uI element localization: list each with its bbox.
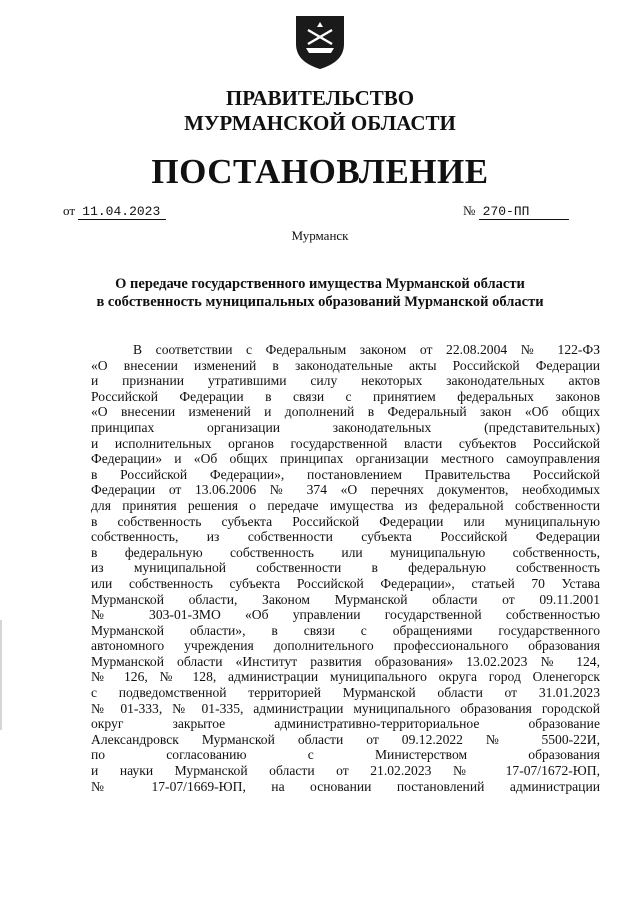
body-text-line: округ закрытое административно-территориальное образование: [91, 716, 600, 732]
body-text-line: В соответствии с Федеральным законом от 22.08.2004 № 122-ФЗ: [133, 342, 600, 357]
date-block: [63, 203, 166, 220]
body-text-line: по согласованию с Министерством образования: [91, 747, 600, 763]
body-text-line: «О внесении изменений в законодательные акты Российской Федерации: [91, 357, 600, 373]
document-date: 11.04.2023: [78, 204, 166, 220]
body-text-line: и признании утратившими силу некоторых законодательных актов: [91, 373, 600, 389]
body-text-line: принципах организации законодательных (представительных): [91, 419, 600, 435]
document-title-line2: в собственность муниципальных образований Мурманской области: [96, 294, 544, 310]
body-text-line: Мурманской области «Институт развития образования» 13.02.2023 № 124,: [91, 653, 600, 669]
body-text-line: и науки Мурманской области от 21.02.2023 № 17-07/1672-ЮП,: [91, 763, 600, 779]
coat-of-arms-emblem: [293, 14, 347, 70]
document-title-line1: О передаче государственного имущества Мурманской области: [115, 276, 525, 292]
body-text-line: в федеральную собственность или муниципальную собственность,: [91, 544, 600, 560]
org-name-line1: ПРАВИТЕЛЬСТВО: [225, 86, 415, 110]
document-body: [91, 342, 600, 794]
body-text-line: Федерации» и «Об общих принципах организации местного самоуправления: [91, 451, 600, 467]
body-text-line: Российской Федерации в связи с принятием федеральных законов: [91, 388, 600, 404]
city-name: Мурманск: [291, 228, 349, 243]
body-text-line: № 17-07/1669-ЮП, на основании постановлений администрации: [91, 778, 600, 794]
body-text-line: и исполнительных органов государственной власти субъектов Российской: [91, 435, 600, 451]
org-name-line2: МУРМАНСКОЙ ОБЛАСТИ: [184, 111, 456, 135]
body-text-line: «О внесении изменений и дополнений в Федеральный закон «Об общих: [91, 404, 600, 420]
body-text-line: Мурманской области, Законом Мурманской области от 09.11.2001: [91, 591, 600, 607]
document-number: 270-ПП: [479, 204, 569, 220]
scan-edge-mark: [0, 620, 2, 730]
body-text-line: в Российской Федерации», постановлением Правительства Российской: [91, 466, 600, 482]
body-text-line: с подведомственной территорией Мурманской области от 31.01.2023: [91, 685, 600, 701]
body-text-line: автономного учреждения дополнительного профессионального образования: [91, 638, 600, 654]
document-type-heading: ПОСТАНОВЛЕНИЕ: [151, 152, 489, 191]
body-text-line: № 126, № 128, администрации муниципального округа город Оленегорск: [91, 669, 600, 685]
body-text-line: из муниципальной собственности в федеральную собственность: [91, 560, 600, 576]
date-prefix: от: [63, 203, 76, 218]
body-text-line: Федерации от 13.06.2006 № 374 «О перечнях документов, необходимых: [91, 482, 600, 498]
body-text-line: № 01-333, № 01-335, администрации муниципального образования городской: [91, 700, 600, 716]
body-text-line: Мурманской области», в связи с обращениями государственного: [91, 622, 600, 638]
number-prefix: №: [463, 203, 476, 218]
body-text-line: для принятия решения о передаче имущества из федеральной собственности: [91, 497, 600, 513]
body-text-line: в собственность субъекта Российской Федерации или муниципальную: [91, 513, 600, 529]
body-text-line: собственность, из собственности субъекта Российской Федерации: [91, 529, 600, 545]
number-block: [463, 203, 569, 220]
body-text-line: Александровск Мурманской области от 09.12.2022 № 5500-22И,: [91, 731, 600, 747]
body-text-line: № 303-01-ЗМО «Об управлении государственной собственностью: [91, 607, 600, 623]
body-text-line: или собственность субъекта Российской Федерации», статьей 70 Устава: [91, 575, 600, 591]
